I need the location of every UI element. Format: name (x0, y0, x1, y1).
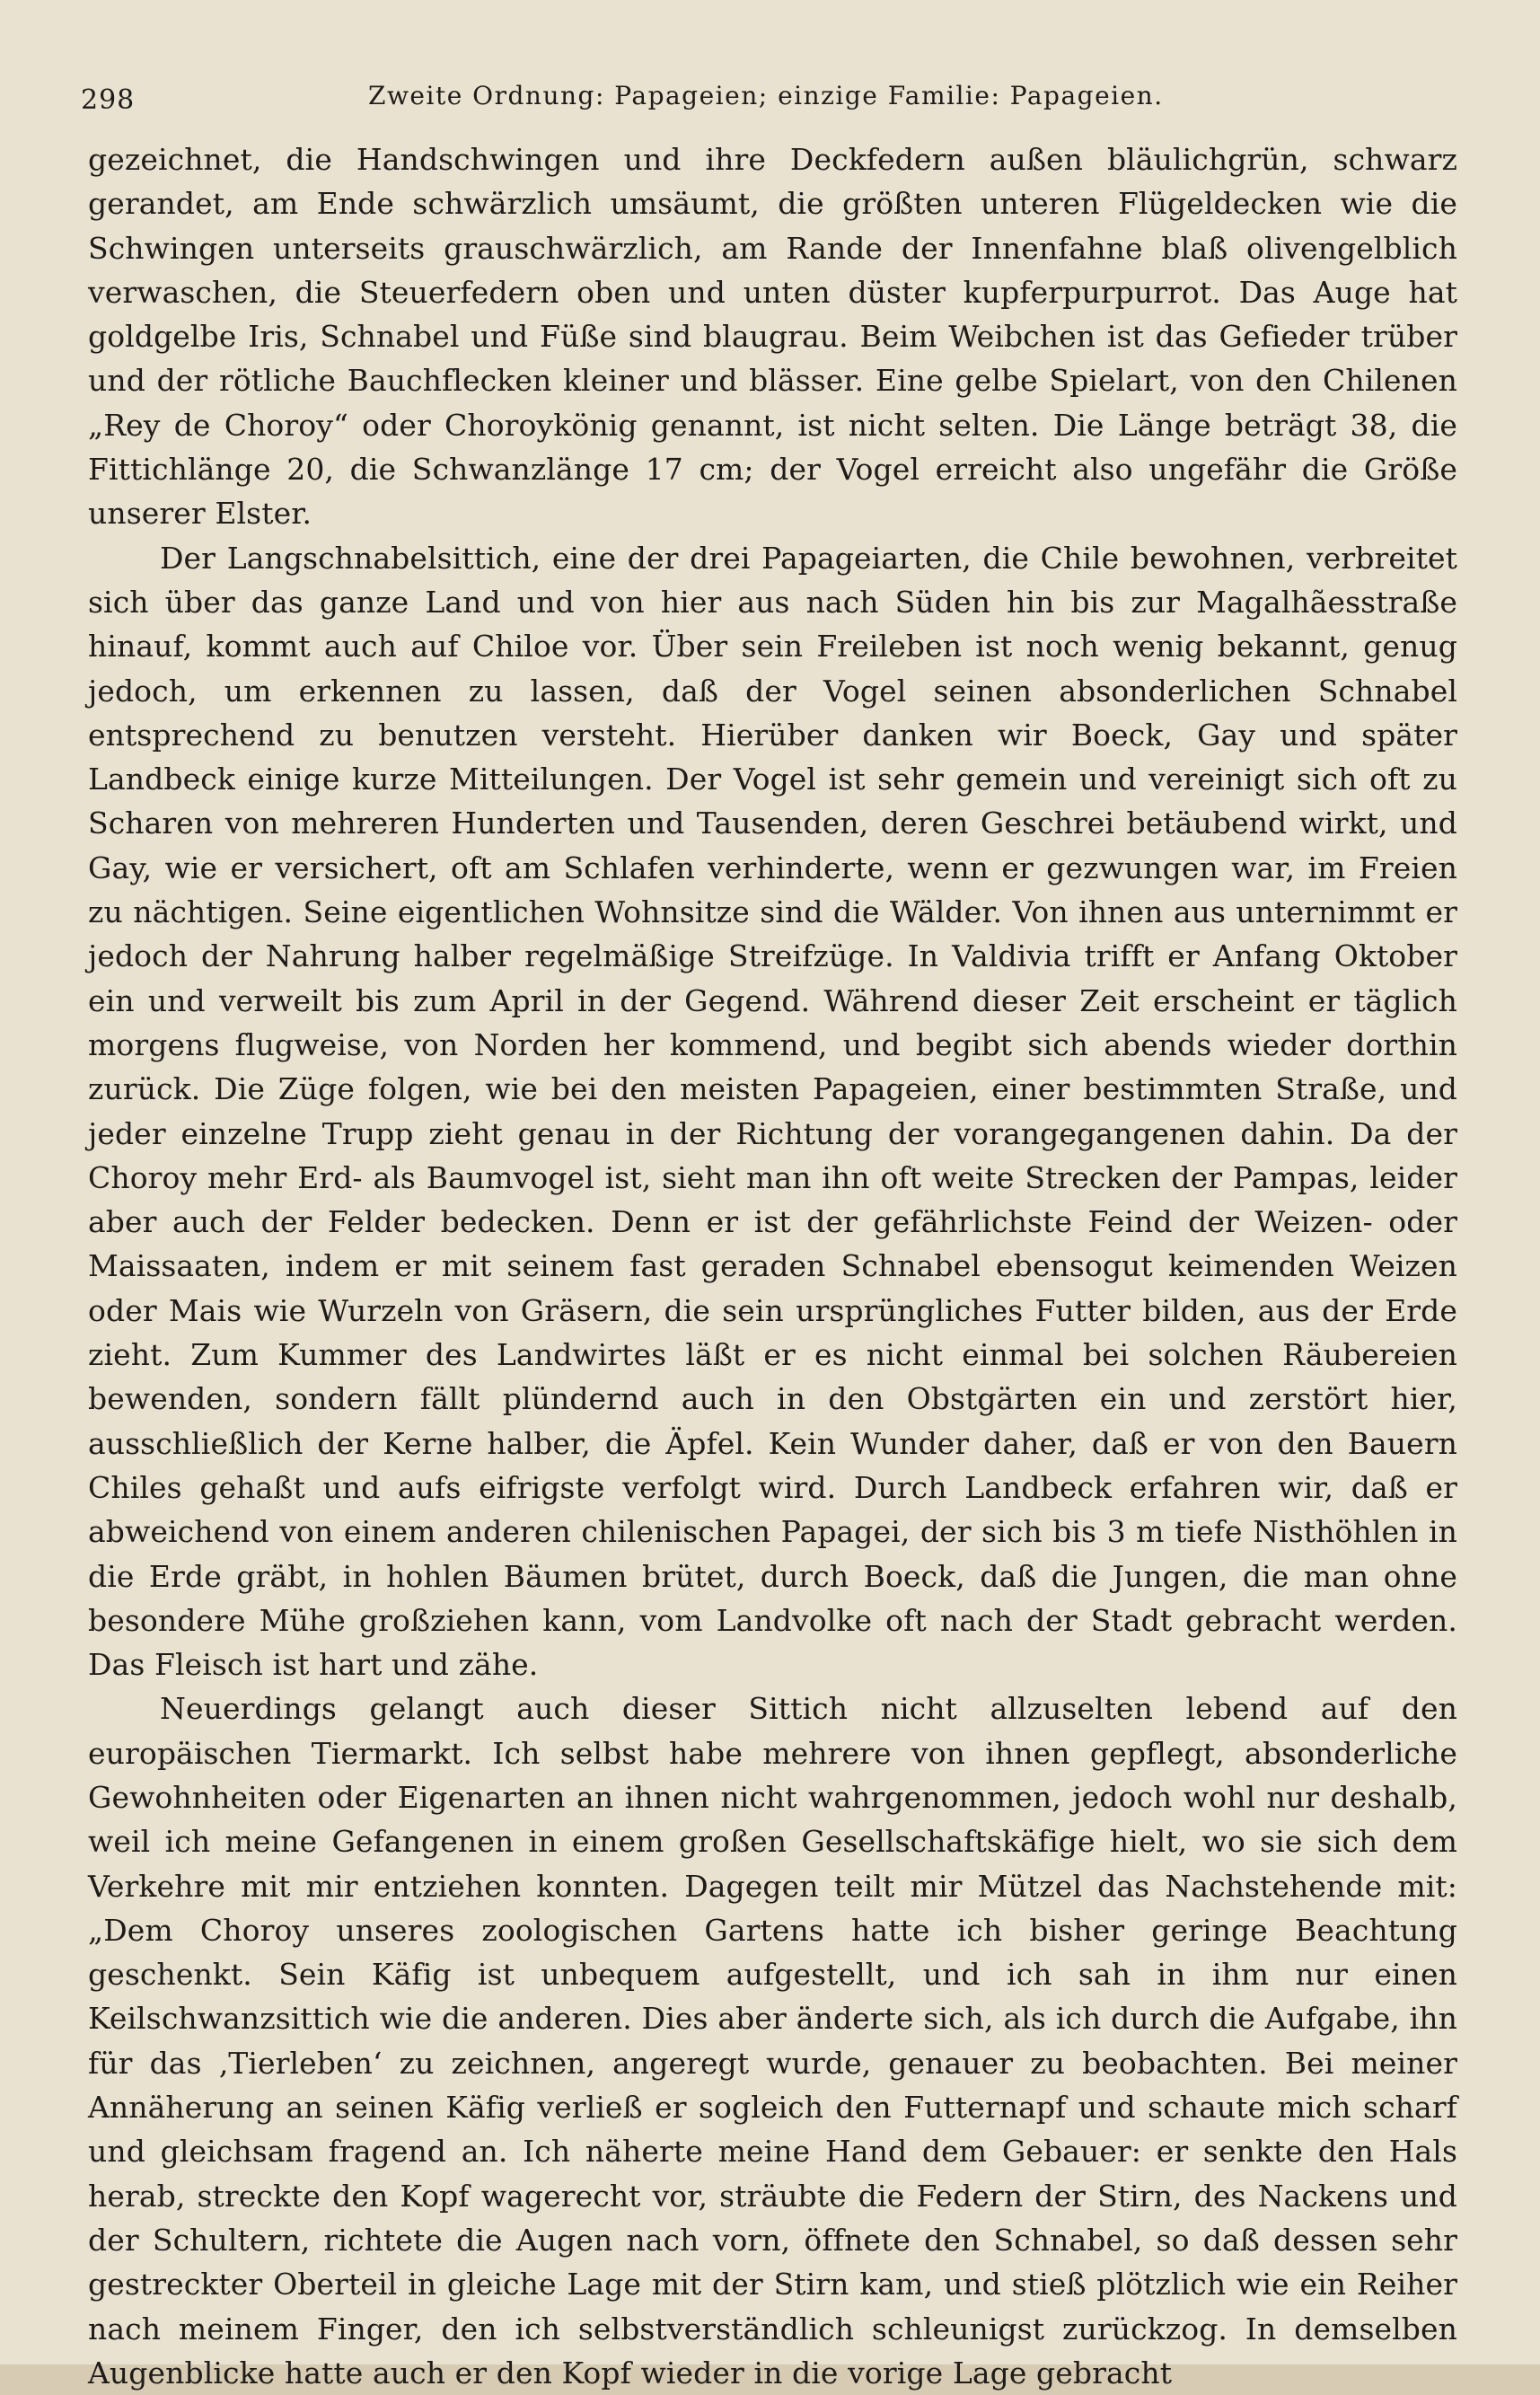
page-number: 298 (81, 84, 136, 116)
paragraph-continued: gezeichnet, die Handschwingen und ihre Deckfedern außen bläulichgrün, schwarz gerandet, am Ende schwärzlich umsäumt, die größten unteren Flügeldecken wie die Schwingen unterseits grauschwärzlich, am Rande der Innenfahne blaß olivengelblich verwaschen, die Steuerfedern oben und unten düster kupferpurpurrot. Das Auge hat goldgelbe Iris, Schnabel und Füße sind blaugrau. Beim Weibchen ist das Gefieder trüber und der rötliche Bauchflecken kleiner und blässer. Eine gelbe Spielart, von den Chilenen „Rey de Choroy“ oder Choroykönig genannt, ist nicht selten. Die Länge beträgt 38, die Fittichlänge 20, die Schwanzlänge 17 cm; der Vogel erreicht also ungefähr die Größe unserer Elster. (88, 142, 1457, 532)
running-title: Zweite Ordnung: Papageien; einzige Familie: Papageien. (368, 81, 1164, 110)
body-text (88, 137, 1457, 2395)
page-header (81, 81, 1455, 126)
paragraph-neuerdings: Neuerdings gelangt auch dieser Sittich nicht allzuselten lebend auf den europäischen Tiermarkt. Ich selbst habe mehrere von ihnen gepflegt, absonderliche Gewohnheiten oder Eigenarten an ihnen nicht wahrgenommen, jedoch wohl nur deshalb, weil ich meine Gefangenen in einem großen Gesellschaftskäfige hielt, wo sie sich dem Verkehre mit mir entziehen konnten. Dagegen teilt mir Mützel das Nachstehende mit: „Dem Choroy unseres zoologischen Gartens hatte ich bisher geringe Beachtung geschenkt. Sein Käfig ist unbequem aufgestellt, und ich sah in ihm nur einen Keilschwanzsittich wie die anderen. Dies aber änderte sich, als ich durch die Aufgabe, ihn für das ‚Tierleben‘ zu zeichnen, angeregt wurde, genauer zu beobachten. Bei meiner Annäherung an seinen Käfig verließ er sogleich den Futternapf und schaute mich scharf und gleichsam fragend an. Ich näherte meine Hand dem Gebauer: er senkte den Hals herab, streckte den Kopf wagerecht vor, sträubte die Federn der Stirn, des Nackens und der Schultern, richtete die Augen nach vorn, öffnete den Schnabel, so daß dessen sehr gestreckter Oberteil in gleiche Lage mit der Stirn kam, und stieß plötzlich wie ein Reiher nach meinem Finger, den ich selbstverständlich schleunigst zurückzog. In demselben Augenblicke hatte auch er den Kopf wieder in die vorige Lage gebracht (88, 1691, 1457, 2391)
paragraph-langschnabelsittich: Der Langschnabelsittich, eine der drei Papageiarten, die Chile bewohnen, verbreitet sich über das ganze Land und von hier aus nach Süden hin bis zur Magalhãesstraße hinauf, kommt auch auf Chiloe vor. Über sein Freileben ist noch wenig bekannt, genug jedoch, um erkennen zu lassen, daß der Vogel seinen absonderlichen Schnabel entsprechend zu benutzen versteht. Hierüber danken wir Boeck, Gay und später Landbeck einige kurze Mitteilungen. Der Vogel ist sehr gemein und vereinigt sich oft zu Scharen von mehreren Hunderten und Tausenden, deren Geschrei betäubend wirkt, und Gay, wie er versichert, oft am Schlafen verhinderte, wenn er gezwungen war, im Freien zu nächtigen. Seine eigentlichen Wohnsitze sind die Wälder. Von ihnen aus unternimmt er jedoch der Nahrung halber regelmäßige Streifzüge. In Valdivia trifft er Anfang Oktober ein und verweilt bis zum April in der Gegend. Während dieser Zeit erscheint er täglich morgens flugweise, von Norden her kommend, und begibt sich abends wieder dorthin zurück. Die Züge folgen, wie bei den meisten Papageien, einer bestimmten Straße, und jeder einzelne Trupp zieht genau in der Richtung der vorangegangenen dahin. Da der Choroy mehr Erd- als Baumvogel ist, sieht man ihn oft weite Strecken der Pampas, leider aber auch der Felder bedecken. Denn er ist der gefährlichste Feind der Weizen- oder Maissaaten, indem er mit seinem fast geraden Schnabel ebensogut keimenden Weizen oder Mais wie Wurzeln von Gräsern, die sein ursprüngliches Futter bilden, aus der Erde zieht. Zum Kummer des Landwirtes läßt er es nicht einmal bei solchen Räubereien bewenden, sondern fällt plündernd auch in den Obstgärten ein und zerstört hier, ausschließlich der Kerne halber, die Äpfel. Kein Wunder daher, daß er von den Bauern Chiles gehaßt und aufs eifrigste verfolgt wird. Durch Landbeck erfahren wir, daß er abweichend von einem anderen chilenischen Papagei, der sich bis 3 m tiefe Nisthöhlen in die Erde gräbt, in hohlen Bäumen brütet, durch Boeck, daß die Jungen, die man ohne besondere Mühe großziehen kann, vom Landvolke oft nach der Stadt gebracht werden. Das Fleisch ist hart und zähe. (88, 540, 1457, 1683)
